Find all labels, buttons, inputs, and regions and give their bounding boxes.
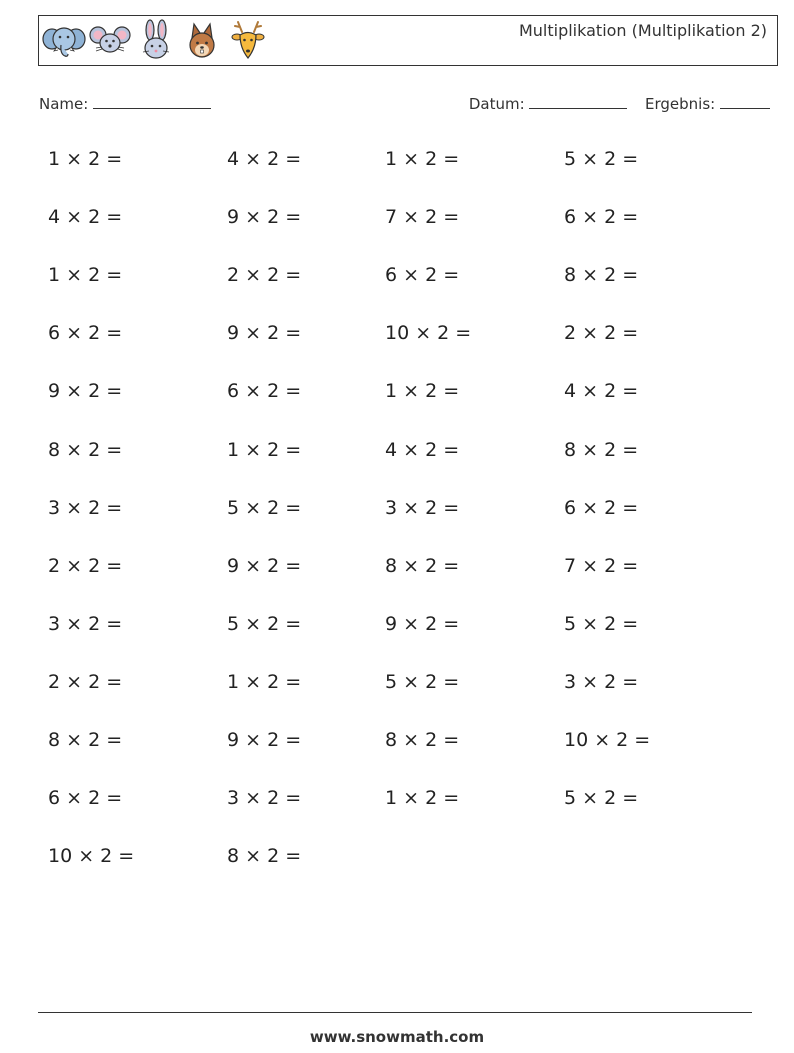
problem-item: 10 × 2 =	[564, 729, 651, 751]
problem-item: 3 × 2 =	[48, 497, 123, 519]
problem-item: 3 × 2 =	[227, 787, 302, 809]
squirrel-icon	[179, 18, 225, 64]
name-field	[39, 92, 211, 113]
problem-item: 8 × 2 =	[385, 729, 460, 751]
problem-item: 5 × 2 =	[227, 497, 302, 519]
footer-website: www.snowmath.com	[309, 1028, 485, 1046]
problem-item: 10 × 2 =	[385, 322, 472, 344]
problem-item: 8 × 2 =	[385, 555, 460, 577]
header-box	[38, 15, 778, 66]
problem-item: 6 × 2 =	[385, 264, 460, 286]
problem-item: 6 × 2 =	[564, 206, 639, 228]
problem-item: 9 × 2 =	[48, 380, 123, 402]
problem-item: 1 × 2 =	[48, 148, 123, 170]
problem-item: 8 × 2 =	[564, 439, 639, 461]
problem-item: 2 × 2 =	[48, 555, 123, 577]
elephant-icon	[41, 18, 87, 64]
problem-item: 6 × 2 =	[48, 322, 123, 344]
result-label: Ergebnis:	[645, 95, 716, 113]
problem-item: 1 × 2 =	[385, 787, 460, 809]
mouse-icon	[87, 18, 133, 64]
problem-item: 8 × 2 =	[48, 439, 123, 461]
problem-item: 8 × 2 =	[564, 264, 639, 286]
problem-item: 2 × 2 =	[227, 264, 302, 286]
problem-item: 4 × 2 =	[48, 206, 123, 228]
problem-item: 10 × 2 =	[48, 845, 135, 867]
deer-icon	[225, 18, 271, 64]
problem-item: 2 × 2 =	[564, 322, 639, 344]
problem-item: 7 × 2 =	[564, 555, 639, 577]
problem-item: 3 × 2 =	[48, 613, 123, 635]
problem-item: 7 × 2 =	[385, 206, 460, 228]
problem-item: 1 × 2 =	[385, 148, 460, 170]
name-blank[interactable]	[93, 92, 211, 109]
date-blank[interactable]	[529, 92, 627, 109]
date-label: Datum:	[468, 95, 525, 113]
rabbit-icon	[133, 18, 179, 64]
problem-item: 9 × 2 =	[227, 729, 302, 751]
problem-item: 1 × 2 =	[48, 264, 123, 286]
problem-item: 6 × 2 =	[48, 787, 123, 809]
problem-item: 2 × 2 =	[48, 671, 123, 693]
date-result-fields	[469, 92, 770, 113]
problem-item: 9 × 2 =	[227, 322, 302, 344]
problem-item: 9 × 2 =	[227, 206, 302, 228]
problem-item: 1 × 2 =	[385, 380, 460, 402]
problem-item: 3 × 2 =	[564, 671, 639, 693]
problem-item: 5 × 2 =	[227, 613, 302, 635]
problem-item: 4 × 2 =	[385, 439, 460, 461]
problem-item: 8 × 2 =	[227, 845, 302, 867]
problem-item: 5 × 2 =	[385, 671, 460, 693]
problem-item: 5 × 2 =	[564, 613, 639, 635]
problem-item: 5 × 2 =	[564, 148, 639, 170]
animal-icons	[41, 18, 271, 64]
footer-divider	[38, 1012, 752, 1013]
problem-item: 3 × 2 =	[385, 497, 460, 519]
problem-item: 1 × 2 =	[227, 671, 302, 693]
problem-item: 9 × 2 =	[227, 555, 302, 577]
problem-item: 4 × 2 =	[564, 380, 639, 402]
page-title: Multiplikation (Multiplikation 2)	[518, 21, 767, 40]
problem-item: 4 × 2 =	[227, 148, 302, 170]
problem-item: 6 × 2 =	[227, 380, 302, 402]
problem-item: 9 × 2 =	[385, 613, 460, 635]
name-label: Name:	[39, 95, 89, 113]
problem-item: 6 × 2 =	[564, 497, 639, 519]
problem-item: 5 × 2 =	[564, 787, 639, 809]
result-blank[interactable]	[720, 92, 770, 109]
problem-item: 8 × 2 =	[48, 729, 123, 751]
problem-item: 1 × 2 =	[227, 439, 302, 461]
